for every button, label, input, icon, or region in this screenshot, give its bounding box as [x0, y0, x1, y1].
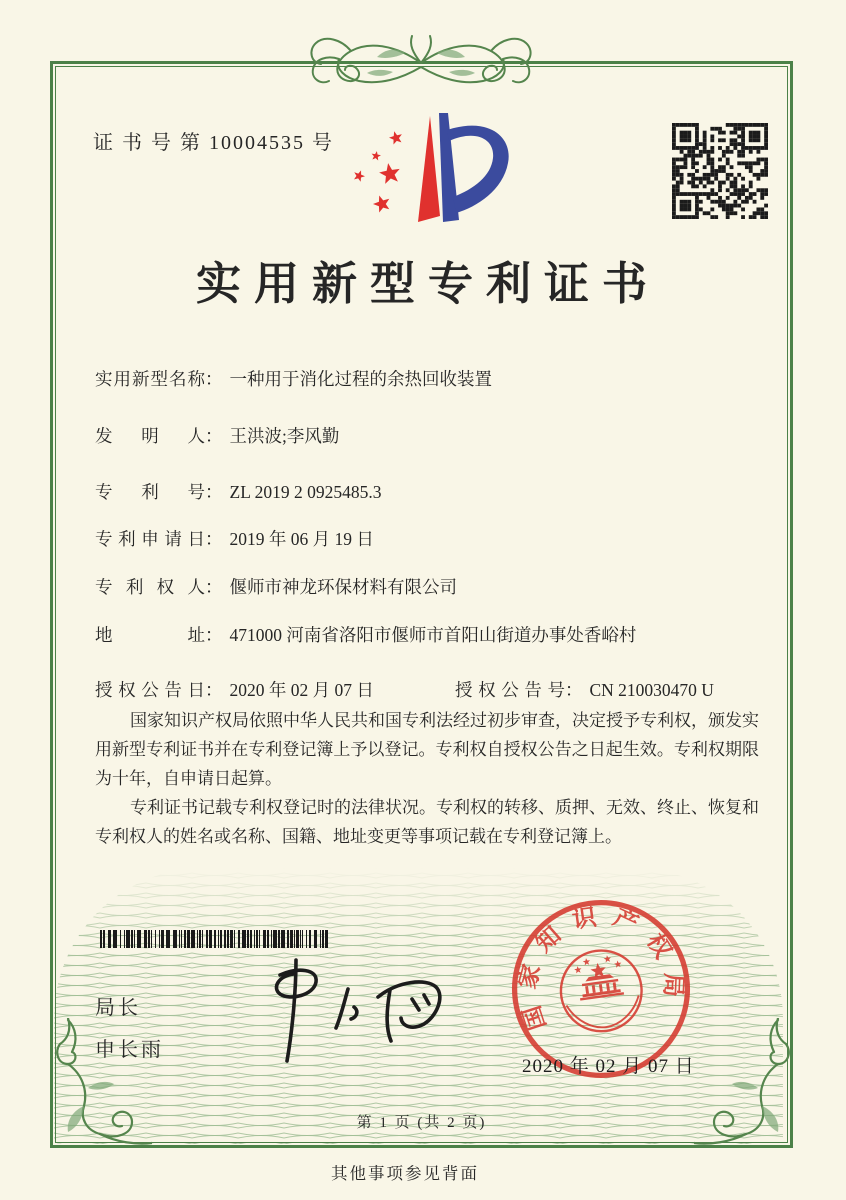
logo-blue-p-bowl	[447, 126, 509, 213]
field-colon: ：	[205, 625, 223, 645]
field-label: 发明人	[95, 426, 205, 446]
field-value: ZL 2019 2 0925485.3	[229, 482, 382, 502]
grant-number-label: 授权公告号	[455, 680, 565, 700]
certificate-number: 证 书 号 第 10004535 号	[93, 132, 334, 154]
logo-star-icon	[354, 170, 365, 181]
field-colon: ：	[205, 369, 223, 389]
qr-code	[672, 123, 768, 219]
logo-red-wedge	[418, 116, 440, 222]
field-colon: ：	[205, 426, 223, 446]
field-label: 专利权人	[95, 577, 205, 597]
field-row-inventor	[95, 423, 339, 448]
certificate-title: 实用新型专利证书	[195, 259, 660, 309]
grant-date-label: 授权公告日	[95, 680, 205, 700]
field-colon: ：	[565, 680, 583, 700]
field-colon: ：	[205, 680, 223, 700]
barcode	[100, 930, 328, 948]
seal-date: 2020 年 02 月 07 日	[522, 1056, 695, 1077]
field-value: 偃师市神龙环保材料有限公司	[229, 577, 457, 597]
grant-number-row	[455, 677, 714, 702]
legal-paragraph-1: 国家知识产权局依照中华人民共和国专利法经过初步审查，决定授予专利权，颁发实用新型专利证书并在专利登记簿上予以登记。专利权自授权公告之日起生效。专利权期限为十年，自申请日起算。	[95, 711, 759, 788]
cnipa-logo-icon	[338, 110, 520, 238]
legal-paragraph-2: 专利证书记载专利权登记时的法律状况。专利权的转移、质押、无效、终止、恢复和专利权人的姓名或名称、国籍、地址变更等事项记载在专利登记簿上。	[95, 798, 759, 846]
field-colon: ：	[205, 482, 223, 502]
logo-star-icon	[372, 151, 381, 160]
other-matters-note: 其他事项参见背面	[331, 1164, 479, 1183]
field-value: 2019 年 06 月 19 日	[229, 529, 374, 549]
grant-date-row	[95, 677, 374, 702]
field-colon: ：	[205, 577, 223, 597]
logo-star-icon	[373, 195, 389, 212]
field-value: 王洪波;李风勤	[229, 426, 340, 446]
page-number-info: 第 1 页 (共 2 页)	[356, 1115, 487, 1131]
field-value: 471000 河南省洛阳市偃师市首阳山街道办事处香峪村	[229, 625, 637, 645]
field-value: 一种用于消化过程的余热回收装置	[229, 369, 492, 389]
field-row-patentee	[95, 574, 457, 599]
grant-date-value: 2020 年 02 月 07 日	[229, 680, 374, 700]
seal-text-arc: 国家知识产权局	[514, 902, 686, 1034]
director-title-label: 局长	[95, 997, 141, 1019]
field-row-address	[95, 622, 636, 647]
field-row-filing-date	[95, 526, 374, 551]
logo-star-icon	[379, 163, 400, 184]
field-colon: ：	[205, 529, 223, 549]
top-scroll-ornament-icon	[281, 27, 561, 97]
director-signature	[228, 955, 463, 1070]
field-label: 专利号	[95, 482, 205, 502]
logo-star-icon	[389, 131, 402, 144]
field-row-name	[95, 366, 492, 391]
field-label: 实用新型名称	[95, 369, 205, 389]
field-label: 专利申请日	[95, 529, 205, 549]
national-emblem-icon	[556, 945, 647, 1036]
field-label: 地址	[95, 625, 205, 645]
legal-text-block	[95, 706, 759, 851]
grant-number-value: CN 210030470 U	[589, 680, 714, 700]
director-name: 申长雨	[95, 1039, 164, 1061]
field-row-patent-number	[95, 479, 381, 504]
